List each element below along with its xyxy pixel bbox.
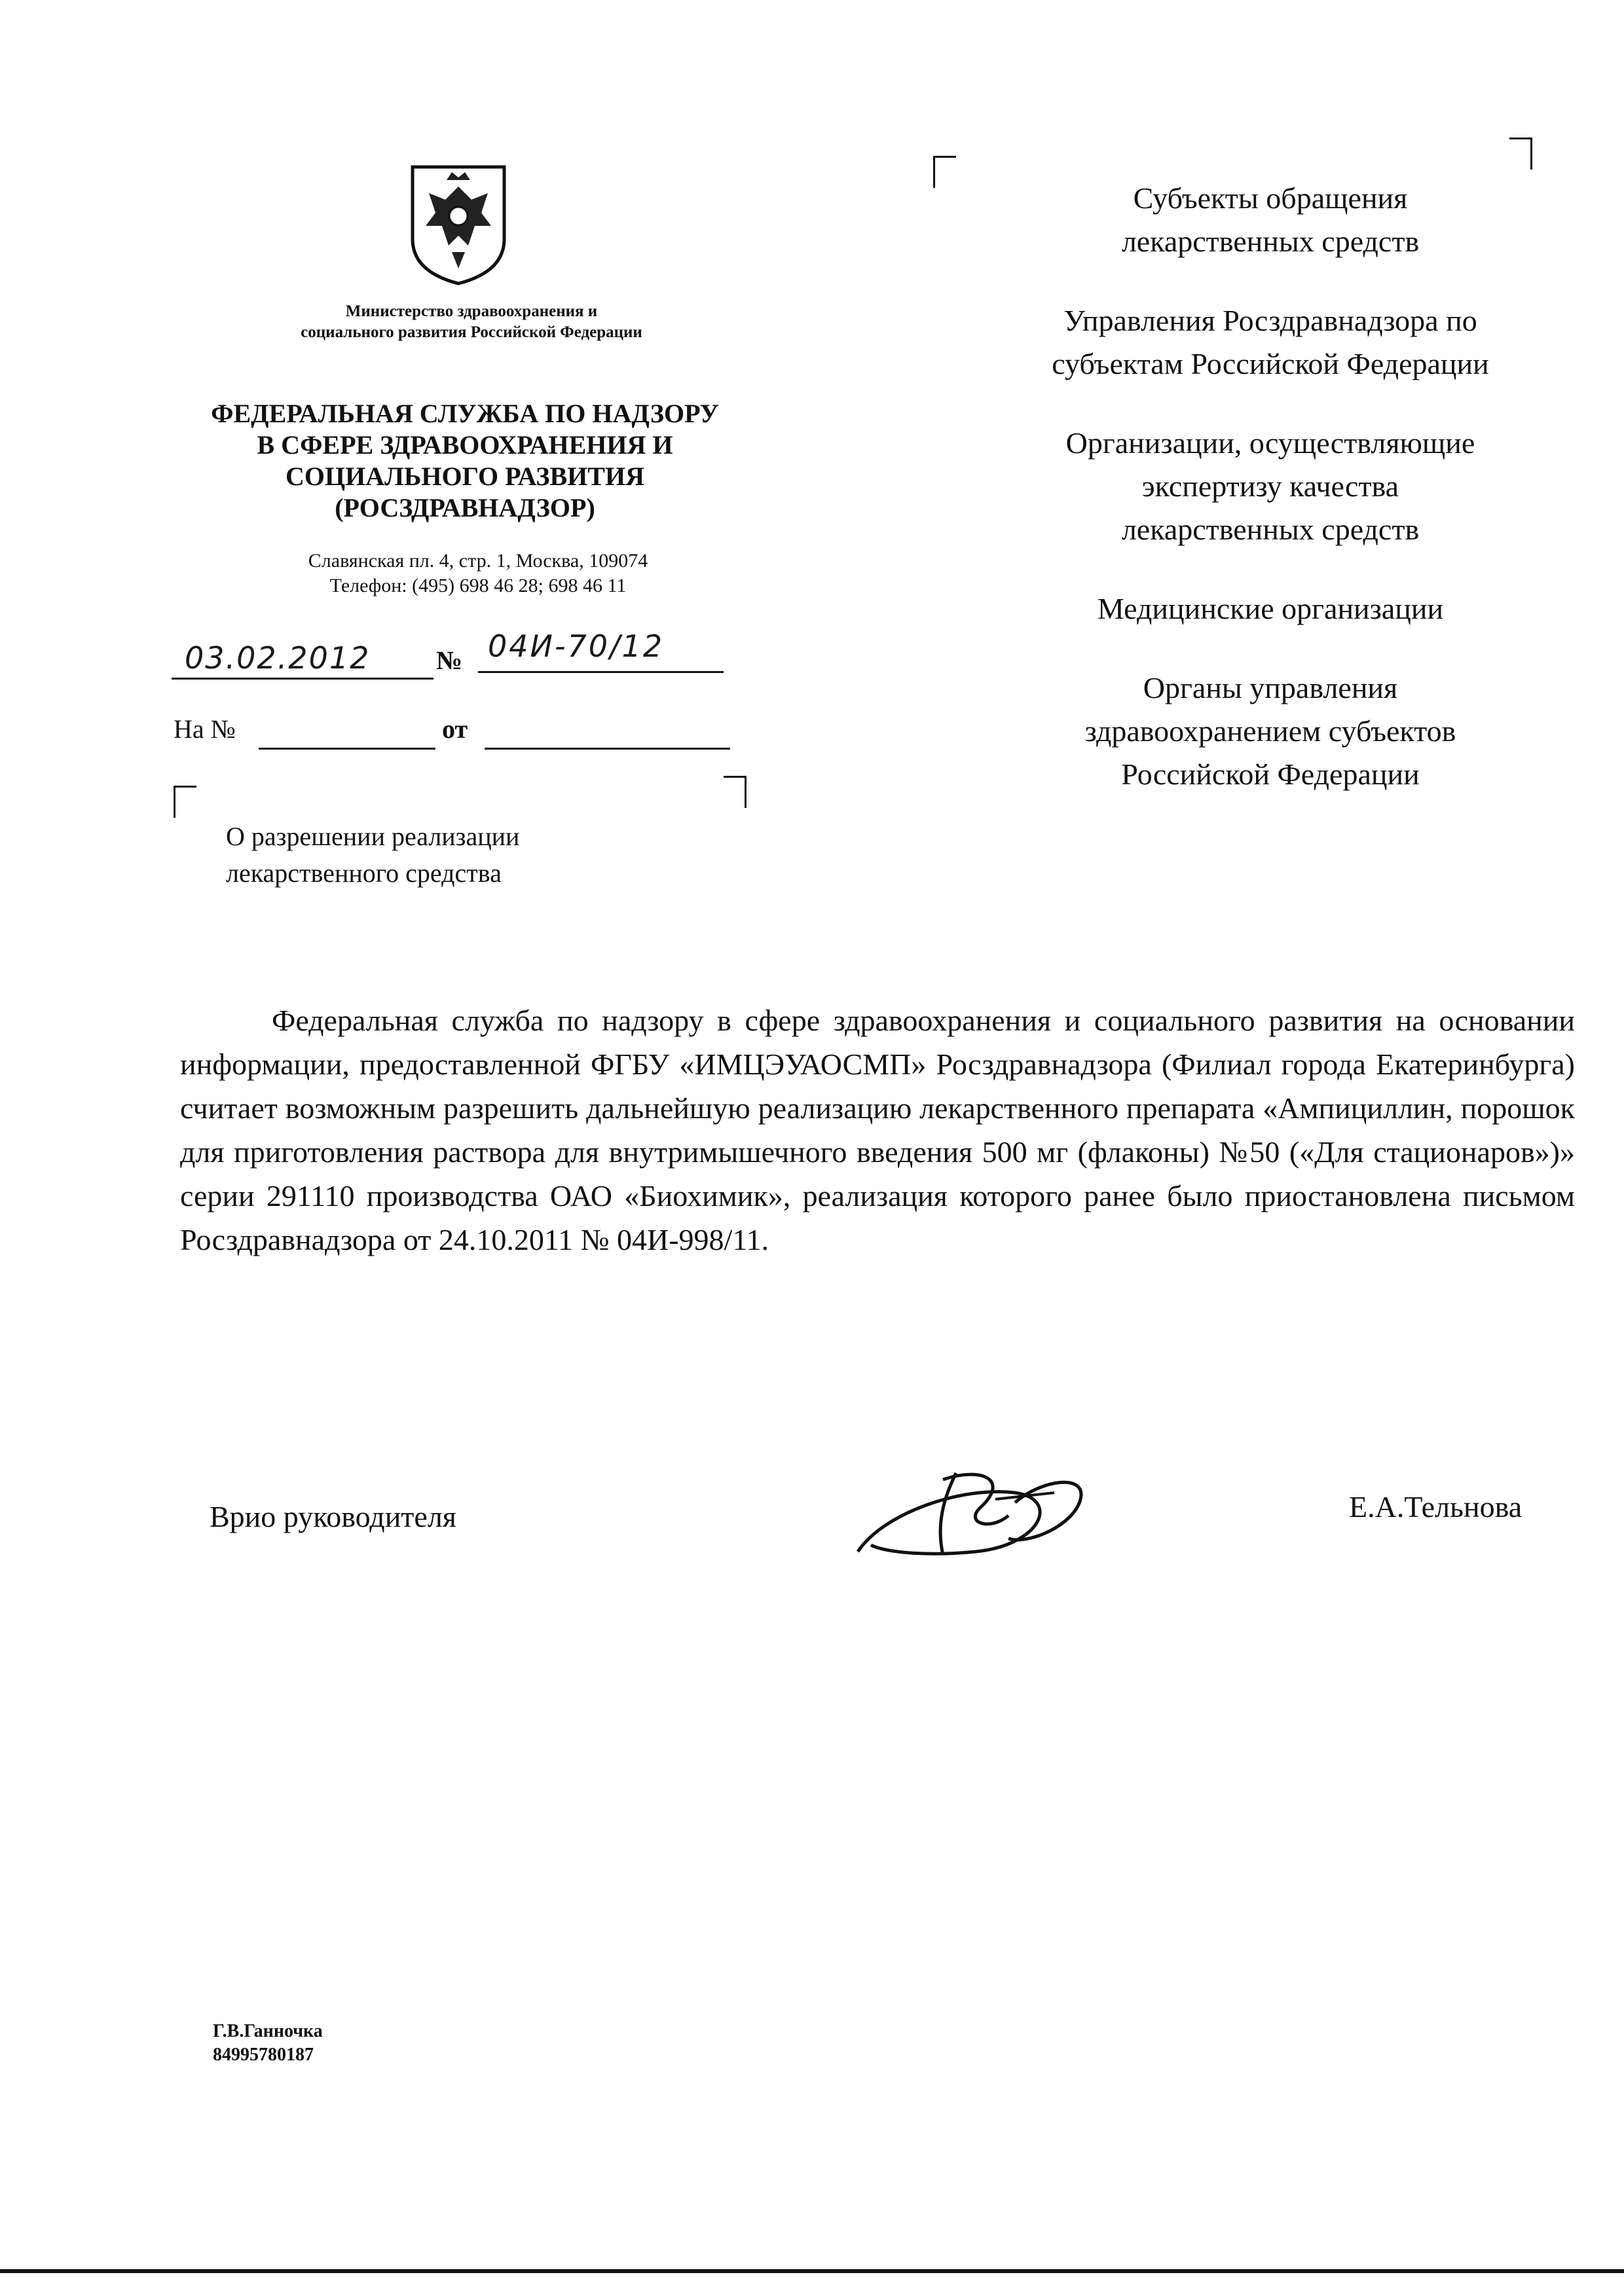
agency-line: СОЦИАЛЬНОГО РАЗВИТИЯ xyxy=(286,462,644,491)
address-line: Славянская пл. 4, стр. 1, Москва, 109074 xyxy=(308,550,648,572)
phone-line: Телефон: (495) 698 46 28; 698 46 11 xyxy=(329,575,627,596)
ministry-name xyxy=(223,301,720,343)
addressee-line: Органы управления xyxy=(1143,671,1398,704)
addressee-line: лекарственных средств xyxy=(1121,513,1420,546)
ministry-line: Министерство здравоохранения и xyxy=(345,302,598,320)
addressee-line: лекарственных средств xyxy=(1121,225,1420,258)
addressee-corner-right xyxy=(1509,137,1532,170)
addressee-line: Медицинские организации xyxy=(1097,592,1444,625)
addressee-line: Организации, осуществляющие xyxy=(1065,426,1475,460)
addressee-group xyxy=(956,587,1585,630)
addressee-group xyxy=(956,299,1585,386)
agency-address xyxy=(255,549,701,598)
addressee-group xyxy=(956,177,1585,263)
addressee-line: Управления Росздравнадзора по xyxy=(1063,304,1477,337)
addressee-line: здравоохранением субъектов xyxy=(1084,714,1456,748)
addressee-group xyxy=(956,666,1585,796)
subject-line: О разрешении реализации xyxy=(226,822,520,851)
agency-line: (РОСЗДРАВНАДЗОР) xyxy=(335,493,595,522)
number-underline xyxy=(478,671,724,673)
executor-info xyxy=(213,2020,323,2067)
subject-line: лекарственного средства xyxy=(226,858,502,888)
addressee-group xyxy=(956,422,1585,551)
agency-line: В СФЕРЕ ЗДРАВООХРАНЕНИЯ И xyxy=(257,430,673,460)
addressee-line: Субъекты обращения xyxy=(1133,181,1408,215)
letter-subject xyxy=(226,818,519,892)
date-underline xyxy=(172,678,434,680)
executor-name: Г.В.Ганночка xyxy=(213,2021,323,2041)
number-sign: № xyxy=(436,646,463,675)
reference-number-label: На № xyxy=(174,714,236,744)
subject-corner-right xyxy=(724,776,747,808)
signer-name: Е.А.Тельнова xyxy=(1349,1490,1522,1523)
handwritten-number: 04И-70/12 xyxy=(488,629,665,664)
addressee-line: Российской Федерации xyxy=(1121,757,1420,791)
addressee-line: экспертизу качества xyxy=(1141,469,1399,503)
subject-corner-left xyxy=(174,786,196,818)
reference-number-line xyxy=(259,748,435,750)
letter-body xyxy=(180,998,1575,1262)
addressee-line: субъектам Российской Федерации xyxy=(1052,347,1489,380)
body-paragraph: Федеральная служба по надзору в сфере здравоохранения и социального развития на основании информации, предоставленной ФГБУ «ИМЦЭУАОСМП» Росздравнадзора (Филиал города Екатеринбурга) считает возможным разрешить дальнейшую реализацию лекарственного препарата «Ампициллин, порошок для приготовления раствора для внутримышечного введения 500 мг (флаконы) №50 («Для стационаров»)» серии 291110 производства ОАО «Биохимик», реализация которого ранее было приостановлена письмом Росздравнадзора от 24.10.2011 № 04И-998/11. xyxy=(180,1004,1575,1256)
executor-phone: 84995780187 xyxy=(213,2045,314,2065)
addressee-corner-left xyxy=(933,156,956,188)
reference-date-line xyxy=(485,748,730,750)
handwritten-date: 03.02.2012 xyxy=(185,640,371,676)
addressee-list xyxy=(956,177,1585,832)
handwritten-signature-icon xyxy=(845,1453,1107,1578)
page-bottom-rule xyxy=(0,2269,1624,2273)
agency-line: ФЕДЕРАЛЬНАЯ СЛУЖБА ПО НАДЗОРУ xyxy=(211,399,719,428)
agency-name xyxy=(151,398,779,524)
signer-position: Врио руководителя xyxy=(210,1500,456,1533)
ministry-line: социального развития Российской Федерации xyxy=(301,323,642,341)
reference-date-label: от xyxy=(442,714,468,744)
coat-of-arms-icon xyxy=(399,160,517,288)
